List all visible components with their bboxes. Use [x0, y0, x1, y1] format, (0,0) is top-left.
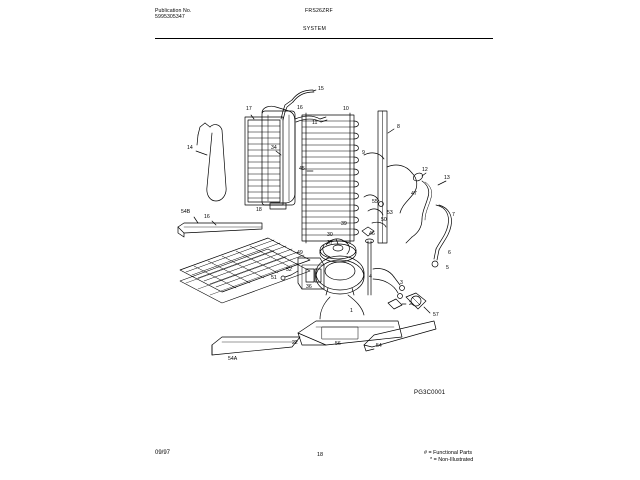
callout-8: 8 — [397, 124, 400, 130]
callout-55: 55 — [372, 199, 378, 205]
legend-non-illustrated: * = Non-Illustrated — [430, 457, 474, 463]
callout-4: 4 — [369, 274, 372, 280]
callout-16b: 16 — [204, 214, 210, 220]
callout-51: 51 — [271, 275, 277, 281]
callout-34: 34 — [271, 145, 277, 151]
callout-37: 37 — [327, 240, 333, 246]
footer-date: 09/97 — [155, 450, 171, 456]
exploded-parts-diagram — [150, 45, 500, 400]
callout-18: 18 — [256, 207, 262, 213]
callout-50: 50 — [381, 217, 387, 223]
callout-1: 1 — [350, 308, 353, 314]
callout-36: 36 — [306, 284, 312, 290]
diagram-linework — [150, 45, 500, 400]
callout-3: 3 — [400, 280, 403, 286]
callout-10: 10 — [343, 106, 349, 112]
callout-6: 6 — [448, 250, 451, 256]
callout-2: 2 — [409, 301, 412, 307]
publication-label: Publication No. — [155, 8, 192, 14]
section-title: SYSTEM — [303, 26, 327, 32]
callout-30: 30 — [327, 232, 333, 238]
callout-5: 5 — [446, 265, 449, 271]
callout-11: 11 — [312, 120, 318, 126]
callout-7: 7 — [452, 212, 455, 218]
callout-17: 17 — [246, 106, 252, 112]
callout-9: 9 — [362, 150, 365, 156]
callout-39: 39 — [341, 221, 347, 227]
callout-12: 12 — [422, 167, 428, 173]
callout-53: 53 — [387, 210, 393, 216]
callout-49: 49 — [297, 250, 303, 256]
legend-functional-parts: # = Functional Parts — [424, 450, 473, 456]
callout-13: 13 — [444, 175, 450, 181]
callout-16a: 16 — [297, 105, 303, 111]
callout-54A: 54A — [228, 356, 238, 362]
callout-22: 22 — [292, 340, 298, 346]
model-number: FRS26ZRF — [305, 8, 333, 14]
callout-15: 15 — [318, 86, 324, 92]
publication-number: 5995305347 — [155, 14, 185, 20]
callout-54: 54 — [376, 343, 382, 349]
callout-46: 46 — [369, 231, 375, 237]
diagram-code: PG3C0001 — [414, 390, 446, 396]
callout-47: 47 — [411, 191, 417, 197]
callout-45: 45 — [299, 166, 305, 172]
callout-52: 52 — [286, 267, 292, 273]
callout-57: 57 — [433, 312, 439, 318]
callout-56: 56 — [335, 341, 341, 347]
callout-54B: 54B — [181, 209, 191, 215]
header-divider — [155, 38, 493, 39]
footer-page-number: 18 — [317, 452, 324, 458]
callout-14: 14 — [187, 145, 193, 151]
